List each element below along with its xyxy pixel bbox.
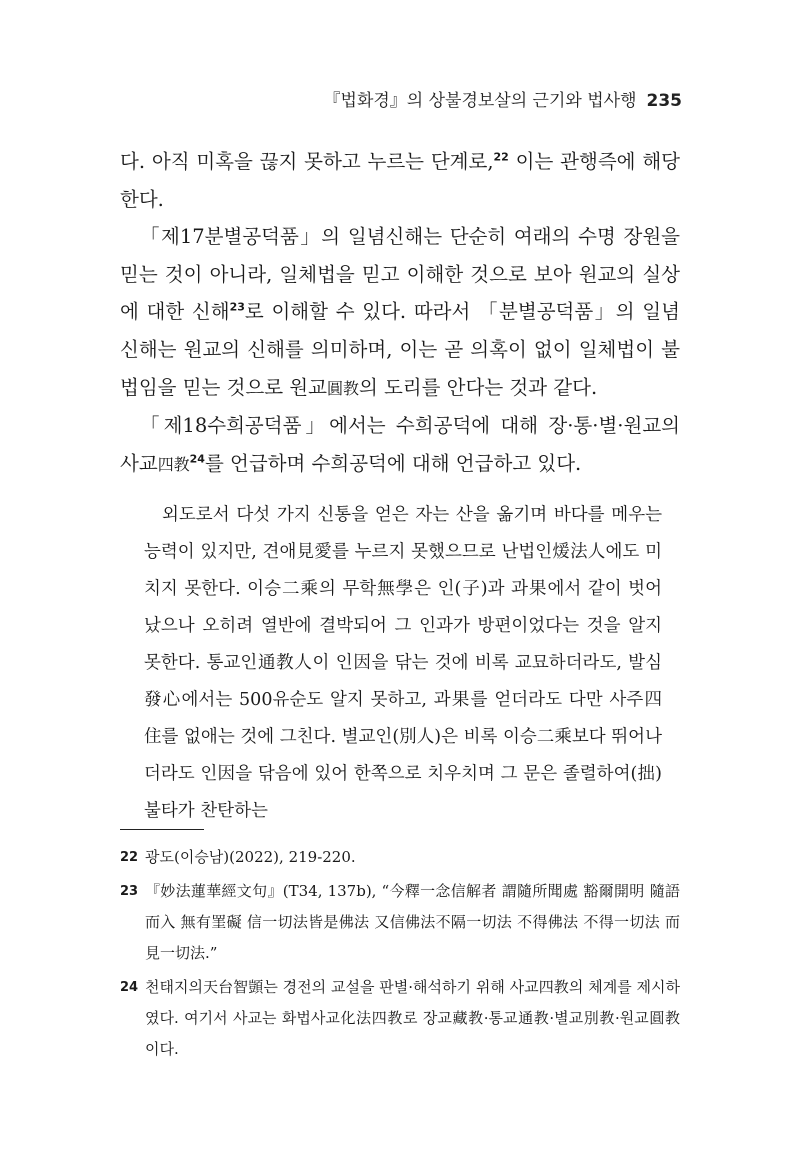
footnote-ref-22[interactable]: 22 (493, 150, 509, 164)
footnote-22 (120, 842, 680, 873)
footnote-number: 24 (120, 980, 139, 995)
paragraph-1 (120, 143, 680, 218)
paragraph-1-text-b: 이는 관행즉에 해당한다. (120, 150, 680, 211)
paragraph-3-hanja: 四教 (157, 454, 190, 474)
paragraph-2-text-a: 「제17분별공덕품」의 일념신해는 단순히 여래의 수명 장원을 믿는 것이 아니라, 일체법을 믿고 이해한 것으로 보아 원교의 실상에 대한 신해 (120, 225, 680, 324)
footnote-number: 22 (120, 850, 139, 865)
footnote-ref-24[interactable]: 24 (189, 452, 205, 466)
main-text (120, 143, 680, 483)
footnote-divider (120, 829, 204, 830)
paragraph-2-text-d: 의 도리를 안다는 것과 같다. (358, 375, 598, 399)
running-header (324, 86, 682, 111)
footnotes (120, 842, 680, 1068)
footnote-text: 『妙法蓮華經文句』(T34, 137b), “今釋一念信解者 謂隨所聞處 豁爾開明 隨語而入 無有罣礙 信一切法皆是佛法 又信佛法不隔一切法 不得佛法 不得一切法 而見一切法.” (145, 882, 680, 962)
footnote-24 (120, 972, 680, 1065)
footnote-text: 광도(이승남)(2022), 219-220. (145, 848, 356, 866)
paragraph-2 (120, 218, 680, 407)
page-number: 235 (646, 91, 682, 111)
paragraph-3 (120, 407, 680, 483)
footnote-text: 천태지의天台智顗는 경전의 교설을 판별·해석하기 위해 사교四教의 체계를 제시하였다. 여기서 사교는 화법사교化法四教로 장교藏教·통교通教·별교別教·원교圓教이다. (145, 978, 680, 1058)
footnote-number: 23 (120, 884, 139, 899)
footnote-ref-23[interactable]: 23 (229, 300, 245, 314)
footnote-23 (120, 876, 680, 969)
paragraph-2-hanja: 圓教 (326, 378, 359, 398)
paragraph-3-text-b: 를 언급하며 수희공덕에 대해 언급하고 있다. (204, 451, 582, 475)
paragraph-1-text-a: 다. 아직 미혹을 끊지 못하고 누르는 단계로, (120, 150, 494, 173)
block-quote-text: 외도로서 다섯 가지 신통을 얻은 자는 산을 옮기며 바다를 메우는 능력이 있지만, 견애見愛를 누르지 못했으므로 난법인煖法人에도 미치지 못한다. 이승二乘의 무학無學은 인(子)과 과果에서 같이 벗어났으나 오히려 열반에 결박되어 그 인과가 방편이었다는 것을 알지 못한다. 통교인通教人이 인因을 닦는 것에 비록 교묘하더라도, 발심發心에서는 500유순도 알지 못하고, 과果를 얻더라도 다만 사주四住를 없애는 것에 그친다. 별교인(別人)은 비록 이승二乘보다 뛰어나더라도 인因을 닦음에 있어 한쪽으로 치우치며 그 문은 졸렬하여(拙) 불타가 찬탄하는 (144, 505, 662, 821)
block-quote (144, 497, 662, 830)
running-title: 『법화경』의 상불경보살의 근기와 법사행 (323, 91, 637, 111)
paragraph-3-text-a: 「제18수희공덕품」에서는 수희공덕에 대해 장·통·별·원교의 사교 (120, 414, 680, 475)
paragraph-2-text-b: 로 이해할 수 있다. 따라서 「분별공덕품」의 일념신해는 원교의 신해를 의미하며, 이는 곧 의혹이 없이 일체법이 불법임을 믿는 것으로 원교 (120, 300, 680, 399)
